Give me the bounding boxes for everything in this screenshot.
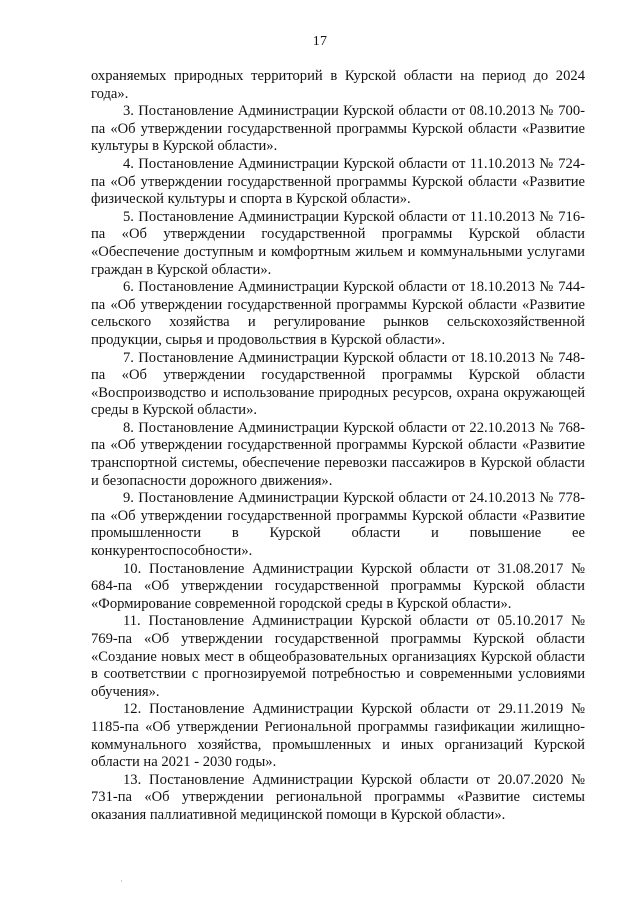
paragraph-item-13: 13. Постановление Администрации Курской области от 20.07.2020 № 731-па «Об утверждении региональной программы «Развитие системы оказания паллиативной медицинской помощи в Курской области». bbox=[91, 771, 585, 823]
paragraph-item-9: 9. Постановление Администрации Курской области от 24.10.2013 № 778-па «Об утверждении государственной программы Курской области «Развитие промышленности в Курской области и повышение ее конкурентоспособности». bbox=[91, 490, 585, 560]
paragraph-item-6: 6. Постановление Администрации Курской области от 18.10.2013 № 744-па «Об утверждении государственной программы Курской области «Развитие сельского хозяйства и регулирование рынков сельскохозяйственной продукции, сырья и продовольствия в Курской области». bbox=[91, 279, 585, 348]
paragraph-item-5: 5. Постановление Администрации Курской области от 11.10.2013 № 716-па «Об утверждении государственной программы Курской области «Обеспечение доступным и комфортным жильем и коммунальными услугами граждан в Курской области». bbox=[91, 208, 585, 278]
paragraph-item-8: 8. Постановление Администрации Курской области от 22.10.2013 № 768-па «Об утверждении государственной программы Курской области «Развитие транспортной системы, обеспечение перевозки пассажиров в Курской области и безопасности дорожного движения». bbox=[91, 419, 585, 489]
document-body bbox=[91, 68, 585, 825]
page-number: 17 bbox=[312, 34, 328, 49]
paragraph-item-10: 10. Постановление Администрации Курской области от 31.08.2017 № 684-па «Об утверждении государственной программы Курской области «Формирование современной городской среды в Курской области». bbox=[91, 560, 585, 612]
paragraph-item-3: 3. Постановление Администрации Курской области от 08.10.2013 № 700-па «Об утверждении государственной программы Курской области «Развитие культуры в Курской области». bbox=[91, 103, 585, 155]
scan-artifact-mark: · bbox=[120, 876, 123, 886]
paragraph-item-7: 7. Постановление Администрации Курской области от 18.10.2013 № 748-па «Об утверждении государственной программы Курской области «Воспроизводство и использование природных ресурсов, охрана окружающей среды в Курской области». bbox=[91, 349, 585, 419]
paragraph-item-11: 11. Постановление Администрации Курской области от 05.10.2017 № 769-па «Об утверждении государственной программы Курской области «Создание новых мест в общеобразовательных организациях Курской области в соответствии с прогнозируемой потребностью и современными условиями обучения». bbox=[91, 613, 585, 700]
paragraph-item-4: 4. Постановление Администрации Курской области от 11.10.2013 № 724-па «Об утверждении государственной программы Курской области «Развитие физической культуры и спорта в Курской области». bbox=[91, 155, 585, 208]
paragraph-item-12: 12. Постановление Администрации Курской области от 29.11.2019 № 1185-па «Об утверждении Региональной программы газификации жилищно-коммунального хозяйства, промышленных и иных организаций Курской области на 2021 - 2030 годы». bbox=[91, 701, 585, 771]
paragraph-continuation: охраняемых природных территорий в Курской области на период до 2024 года». bbox=[91, 68, 585, 102]
